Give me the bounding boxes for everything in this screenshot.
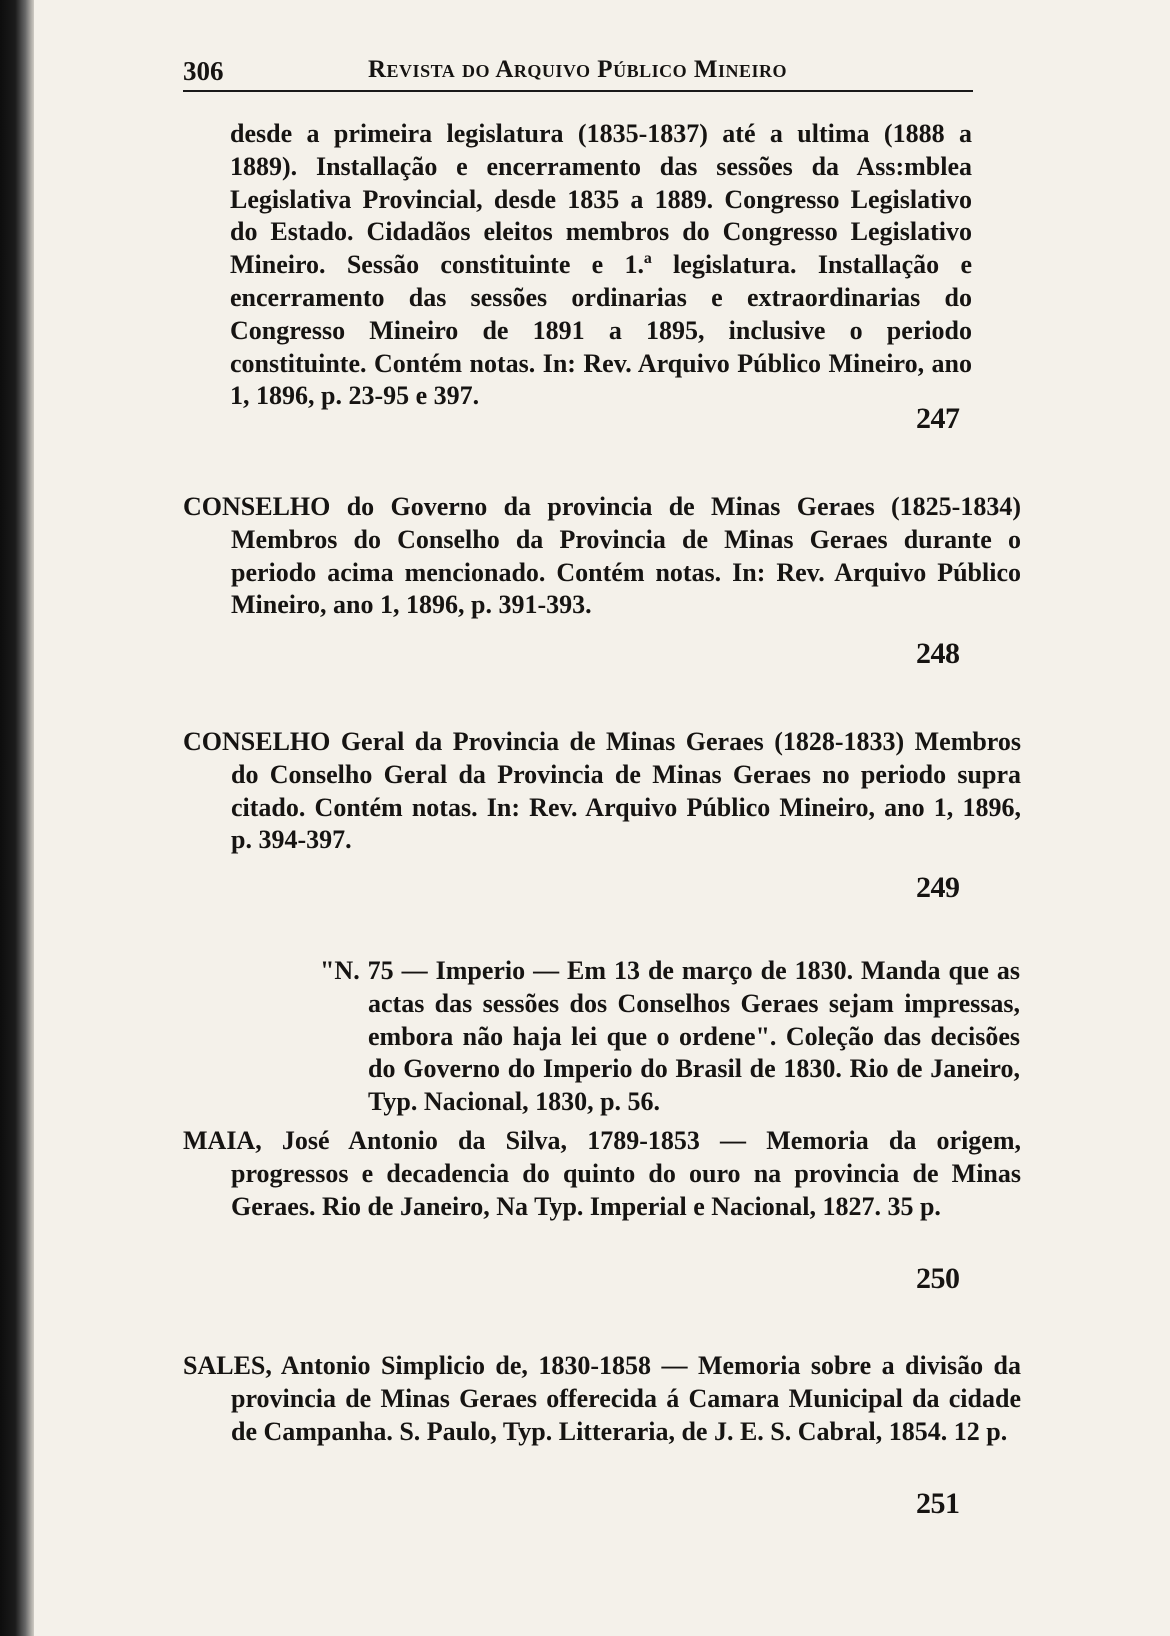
entry-250: MAIA, José Antonio da Silva, 1789-1853 — Memoria da origem, progressos e decadencia do quinto do ouro na provincia de Minas Geraes. Rio de Janeiro, Na Typ. Imperial e Nacional, 1827. 35 p. bbox=[183, 1126, 1021, 1221]
running-title: Revista do Arquivo Público Mineiro bbox=[368, 56, 787, 83]
header-page-number: 306 bbox=[183, 56, 224, 86]
entry-number-247: 247 bbox=[916, 402, 960, 435]
entry-number-248: 248 bbox=[916, 637, 960, 670]
entry-number-250: 250 bbox=[916, 1262, 960, 1295]
entry-number-251: 251 bbox=[916, 1487, 960, 1520]
page-header bbox=[183, 52, 973, 92]
entry-249: CONSELHO Geral da Provincia de Minas Geraes (1828-1833) Membros do Conselho Geral da Provincia de Minas Geraes no periodo supra citado. Contém notas. In: Rev. Arquivo Público Mineiro, ano 1, 1896, p. 394-397. bbox=[183, 727, 1021, 855]
entry-number-249: 249 bbox=[916, 871, 960, 904]
entry-248: CONSELHO do Governo da provincia de Minas Geraes (1825-1834) Membros do Conselho da Provincia de Minas Geraes durante o periodo acima mencionado. Contém notas. In: Rev. Arquivo Público Mineiro, ano 1, 1896, p. 391-393. bbox=[183, 492, 1021, 620]
entry-249-note: "N. 75 — Imperio — Em 13 de março de 1830. Manda que as actas das sessões dos Conselhos Geraes sejam impressas, embora não haja lei que o ordene". Coleção das decisões do Governo do Imperio do Brasil de 1830. Rio de Janeiro, Typ. Nacional, 1830, p. 56. bbox=[320, 956, 1020, 1117]
entry-247-continuation: desde a primeira legislatura (1835-1837) até a ultima (1888 a 1889). Installação e encerramento das sessões da Ass:mblea Legislativa Provincial, desde 1835 a 1889. Congresso Legislativo do Estado. Cidadãos eleitos membros do Congresso Legislativo Mineiro. Sessão constituinte e 1.ª legislatura. Installação e encerramento das sessões ordinarias e extraordinarias do Congresso Mineiro de 1891 a 1895, inclusive o periodo constituinte. Contém notas. In: Rev. Arquivo Público Mineiro, ano 1, 1896, p. 23-95 e 397. bbox=[230, 119, 972, 411]
entry-251: SALES, Antonio Simplicio de, 1830-1858 — Memoria sobre a divisão da provincia de Minas Geraes offerecida á Camara Municipal da cidade de Campanha. S. Paulo, Typ. Litteraria, de J. E. S. Cabral, 1854. 12 p. bbox=[183, 1351, 1021, 1446]
